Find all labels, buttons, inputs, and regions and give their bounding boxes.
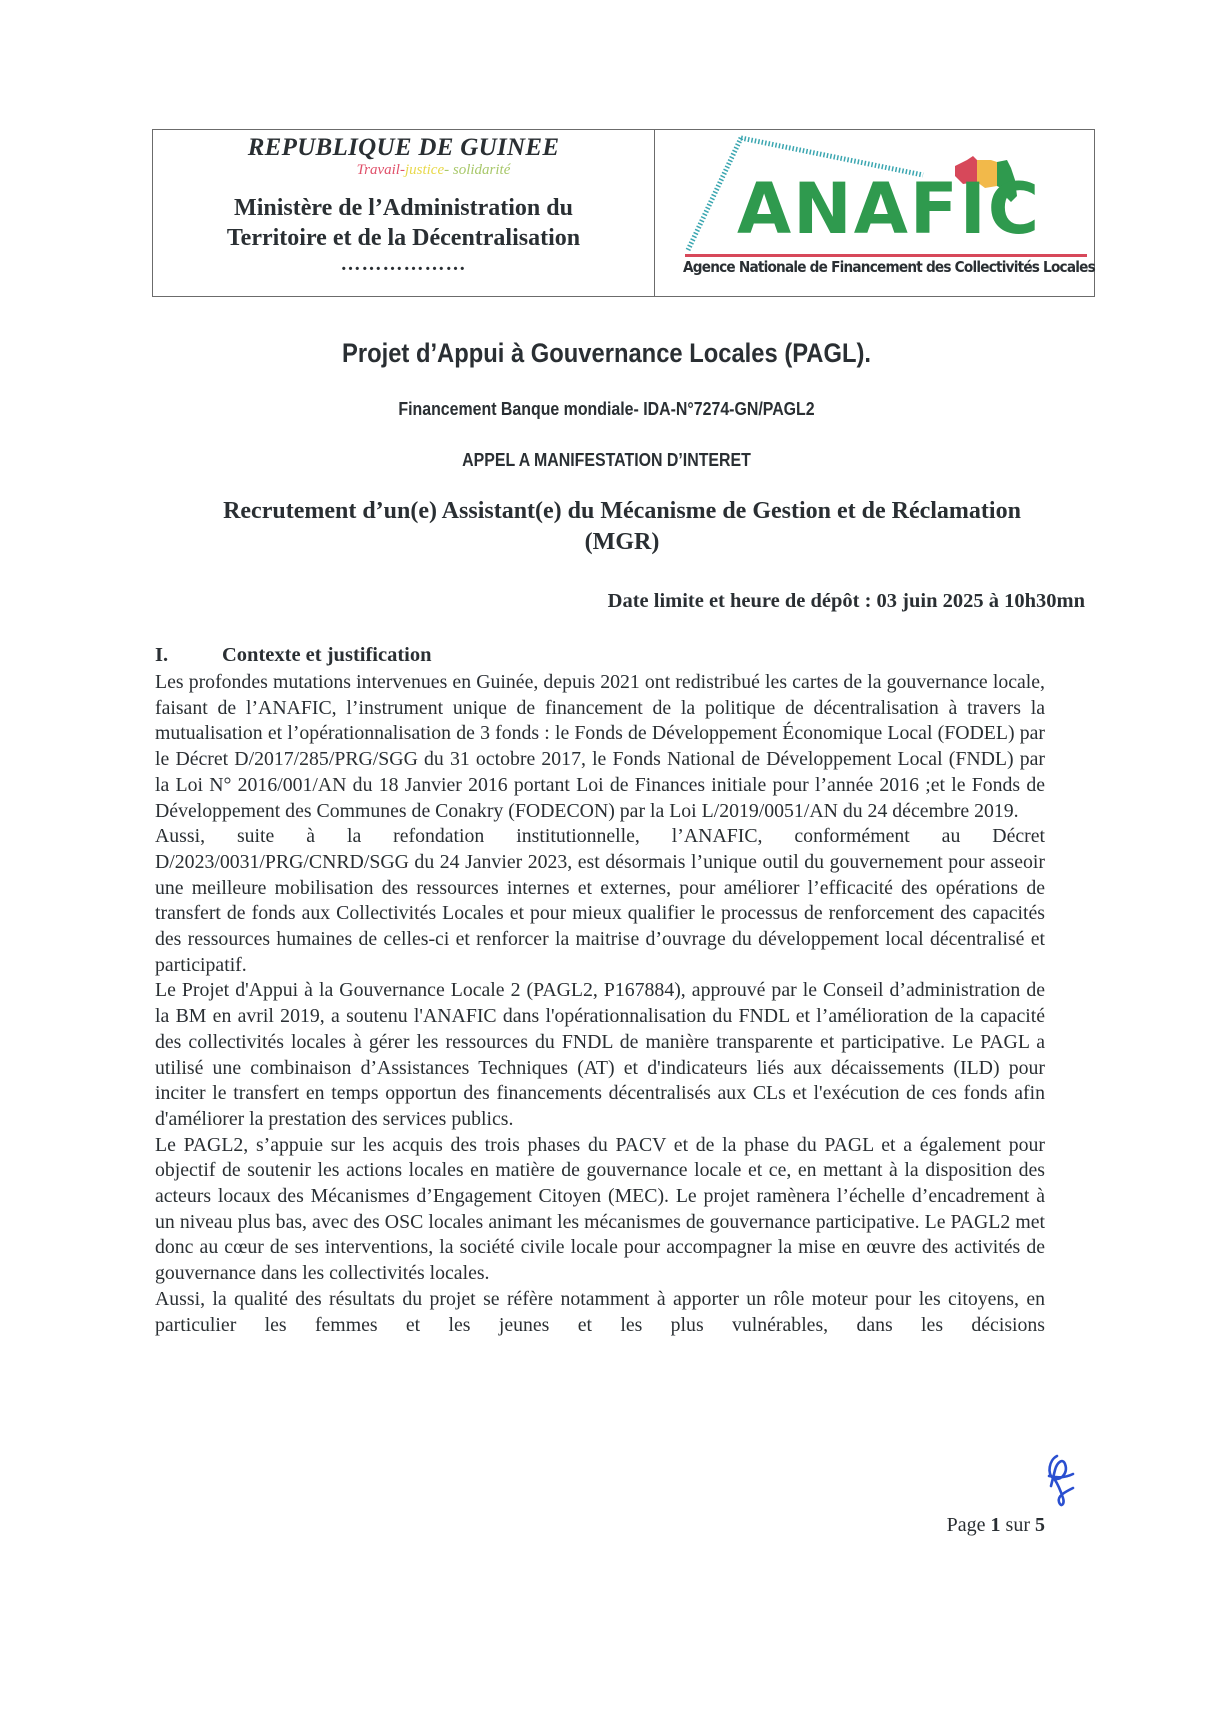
logo-subtitle: Agence Nationale de Financement des Collectivités Locales	[683, 258, 1095, 276]
paragraph: Aussi, la qualité des résultats du projet se réfère notamment à apporter un rôle moteur pour les citoyens, en particulier les femmes et les jeunes et les plus vulnérables, dans les décisions	[155, 1287, 1045, 1336]
motto-solidarity: - solidarité	[444, 162, 511, 178]
section-body	[155, 670, 1045, 1338]
anafic-logo	[655, 130, 1094, 296]
paragraph: Les profondes mutations intervenues en Guinée, depuis 2021 ont redistribué les cartes de la gouvernance locale, faisant de l’ANAFIC, l’instrument unique de financement de la politique de décentralisation à travers la mutualisation et l’opérationnalisation de 3 fonds : le Fonds de Développement Économique Local (FODEL) par le Décret D/2017/285/PRG/SGG du 31 octobre 2017, le Fonds National de Développement Local (FNDL) par la Loi N° 2016/001/AN du 18 Janvier 2016 portant Loi de Finances initiale pour l’année 2016 ;et le Fonds de Développement des Communes de Conakry (FODECON) par la Loi L/2019/0051/AN du 24 décembre 2019.	[155, 671, 1045, 822]
page-current: 1	[990, 1514, 1001, 1536]
letterhead	[152, 129, 1095, 297]
section-number: I.	[155, 644, 169, 666]
recruitment-line-2: (MGR)	[584, 529, 660, 555]
recruitment-line-1: Recrutement d’un(e) Assistant(e) du Mécanisme de Gestion et de Réclamation	[223, 498, 1021, 524]
paragraph: Le PAGL2, s’appuie sur les acquis des trois phases du PACV et de la phase du PAGL et a également pour objectif de soutenir les actions locales en matière de gouvernance locale et ce, en mettant à la disposition des acteurs locaux des Mécanismes d’Engagement Citoyen (MEC). Le projet ramènera l’échelle d’encadrement à un niveau plus bas, avec des OSC locales animant les mécanismes de gouvernance participative. Le PAGL2 met donc au cœur de ses interventions, la société civile locale pour accompagner la mise en œuvre des activités de gouvernance dans les collectivités locales.	[155, 1133, 1045, 1285]
motto-justice: justice	[404, 162, 445, 178]
section-heading	[155, 644, 432, 667]
letterhead-left	[153, 130, 655, 296]
motto-work: Travail-	[356, 162, 405, 178]
call-for-interest: APPEL A MANIFESTATION D’INTERET	[462, 449, 751, 470]
page-label: Page	[946, 1514, 986, 1536]
recruitment-title	[152, 496, 1092, 558]
project-title: Projet d’Appui à Gouvernance Locales (PAGL).	[342, 338, 871, 368]
paragraph: Le Projet d'Appui à la Gouvernance Locale 2 (PAGL2, P167884), approuvé par le Conseil d’administration de la BM en avril 2019, a soutenu l'ANAFIC dans l'opérationnalisation du FNDL et l’amélioration de la capacité des collectivités locales à gérer les ressources du FNDL de manière transparente et participative. Le PAGL a utilisé une combinaison d’Assistances Techniques (AT) et d'indicateurs liés aux décaissements (ILD) pour inciter le transfert en temps opportun des financements décentralisés aux CLs et l'exécution de ces fonds afin d'améliorer la prestation des services publics.	[155, 979, 1045, 1130]
paragraph: Aussi, suite à la refondation institutionnelle, l’ANAFIC, conformément au Décret D/2023/0031/PRG/CNRD/SGG du 24 Janvier 2023, est désormais l’unique outil du gouvernement pour asseoir une meilleure mobilisation des ressources internes et externes, pour améliorer l’efficacité des opérations de transfert de fonds aux Collectivités Locales et pour mieux qualifier le processus de renforcement des capacités des ressources humaines de celles-ci et renforcer la maitrise d’ouvrage du développement local décentralisé et participatif.	[155, 825, 1045, 976]
country-name: REPUBLIQUE DE GUINEE	[247, 134, 560, 161]
ministry-line-1: Ministère de l’Administration du	[234, 195, 573, 221]
national-motto	[153, 162, 654, 179]
page-total: 5	[1035, 1514, 1045, 1536]
submission-deadline: Date limite et heure de dépôt : 03 juin 2025 à 10h30mn	[607, 590, 1085, 612]
logo-divider	[685, 254, 1087, 257]
page-number	[947, 1514, 1045, 1537]
ministry-line-2: Territoire et de la Décentralisation	[226, 225, 581, 251]
handwritten-initials-icon	[1043, 1452, 1079, 1514]
logo-wordmark: ANAFIC	[737, 168, 1042, 250]
section-title: Contexte et justification	[222, 644, 432, 666]
separator-dots: ………………	[340, 253, 467, 275]
page-of: sur	[1005, 1514, 1030, 1536]
ministry-name	[153, 193, 654, 253]
financing-line: Financement Banque mondiale- IDA-N°7274-GN/PAGL2	[398, 398, 815, 419]
